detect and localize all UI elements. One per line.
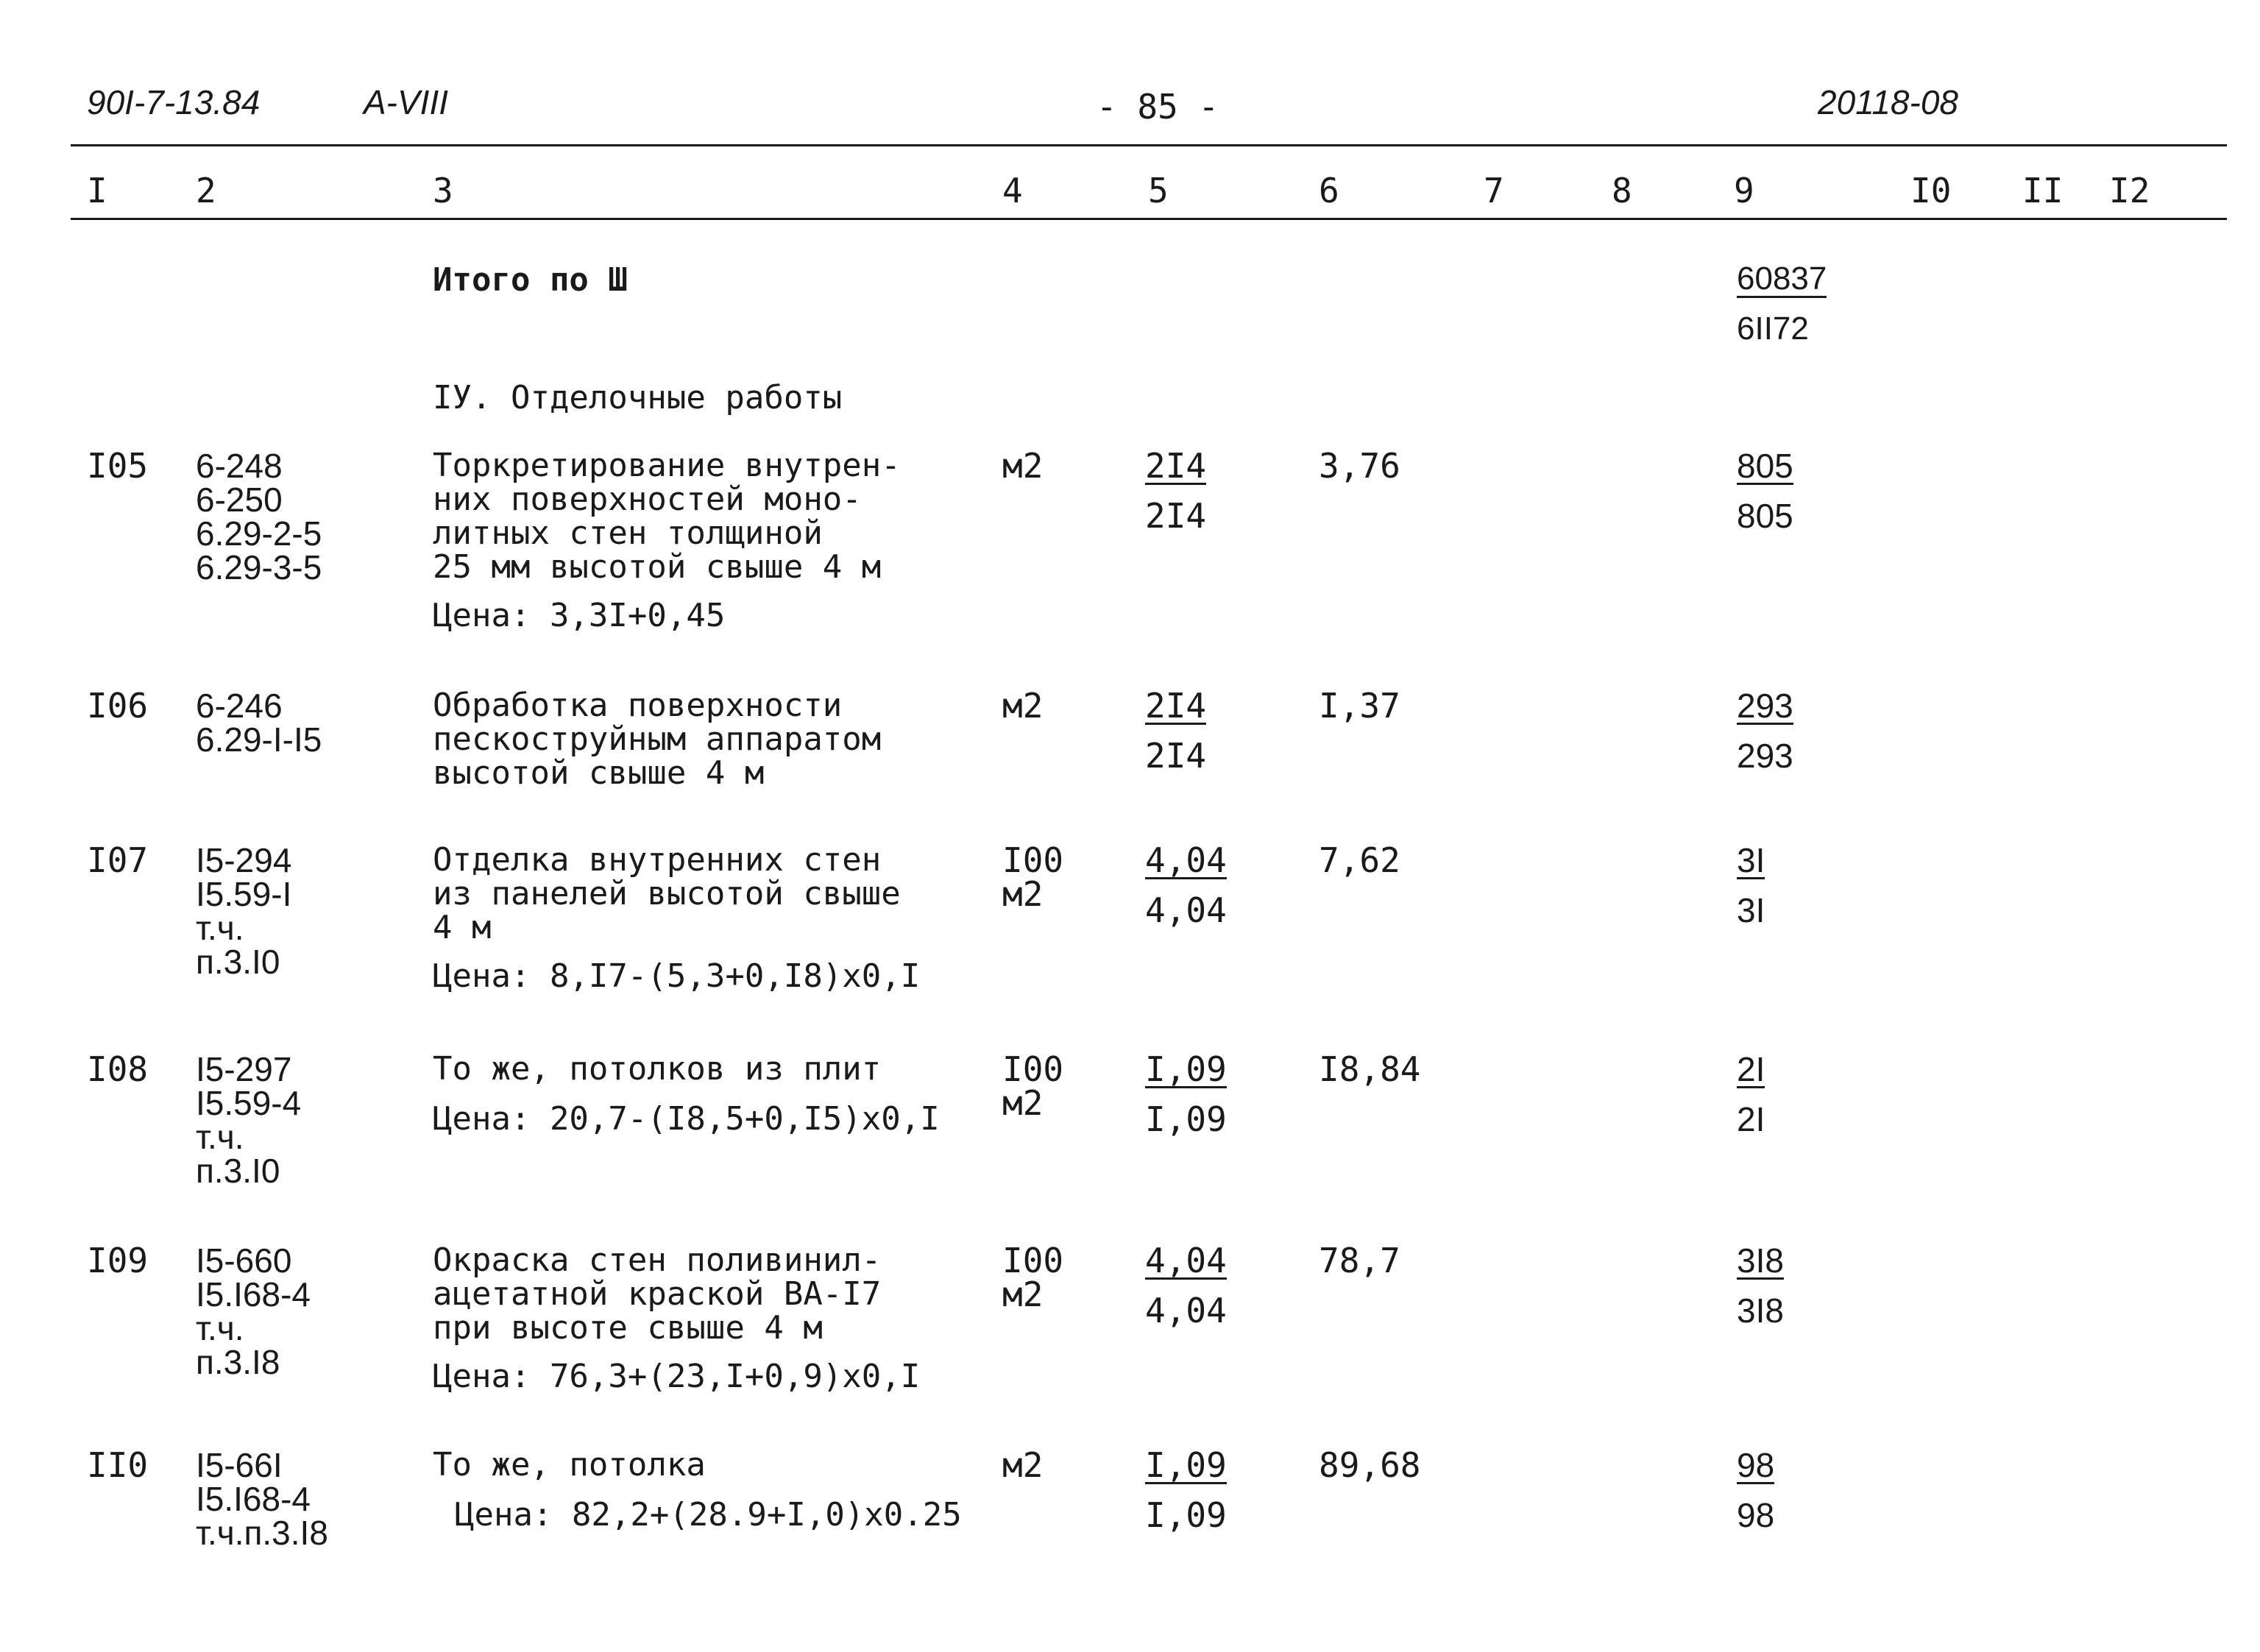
quantity-bottom: I,09 — [1145, 1099, 1227, 1139]
row-number: I08 — [87, 1049, 149, 1089]
norm-code: I5-297 — [196, 1050, 292, 1088]
unit-cost: 78,7 — [1319, 1241, 1400, 1280]
work-description: 4 м — [433, 909, 492, 946]
total-section-top-value: 60837 — [1737, 260, 1827, 297]
col-number-8: 8 — [1612, 171, 1632, 210]
col-number-7: 7 — [1484, 171, 1504, 210]
price-formula: Цена: 3,3I+0,45 — [433, 597, 726, 634]
col-number-5: 5 — [1148, 171, 1169, 210]
quantity-top-value: 2I4 — [1145, 686, 1207, 726]
norm-code: I5.I68-4 — [196, 1480, 311, 1518]
work-description: при высоте свыше 4 м — [433, 1309, 823, 1347]
total-top-value: 293 — [1737, 687, 1793, 725]
document-code: 90I-7-13.84 — [87, 83, 261, 121]
total-bottom: 98 — [1737, 1496, 1775, 1534]
norm-code: т.ч. — [196, 909, 244, 947]
unit-cost: I8,84 — [1319, 1049, 1421, 1089]
header-rule — [71, 144, 2227, 146]
work-description: из панелей высотой свыше — [433, 875, 901, 912]
price-formula: Цена: 8,I7-(5,3+0,I8)x0,I — [433, 957, 921, 995]
col-number-2: 2 — [196, 171, 216, 210]
col-number-1: I — [87, 171, 107, 210]
total-bottom: 3I — [1737, 891, 1765, 929]
quantity-top — [1145, 686, 1207, 726]
total-top-value: 805 — [1737, 447, 1793, 485]
quantity-bottom: 2I4 — [1145, 496, 1207, 536]
total-top — [1737, 1241, 1784, 1280]
norm-code: I5.59-4 — [196, 1084, 302, 1122]
norm-code: 6.29-3-5 — [196, 548, 322, 586]
quantity-bottom: 4,04 — [1145, 1291, 1227, 1330]
measure-unit: м2 — [1002, 874, 1044, 914]
row-number: I09 — [87, 1241, 149, 1280]
quantity-top — [1145, 1049, 1227, 1089]
work-description: Обработка поверхности — [433, 687, 843, 724]
row-number: II0 — [87, 1445, 149, 1485]
norm-code: п.3.I0 — [196, 1152, 280, 1190]
measure-unit: м2 — [1002, 1083, 1044, 1123]
measure-unit: м2 — [1002, 686, 1044, 726]
work-description: То же, потолка — [433, 1446, 706, 1483]
total-top-value: 2I — [1737, 1050, 1765, 1088]
quantity-top-value: 4,04 — [1145, 840, 1227, 880]
total-section-bottom: 6II72 — [1737, 311, 1809, 347]
quantity-bottom: 4,04 — [1145, 890, 1227, 930]
norm-code: т.ч.п.3.I8 — [196, 1514, 328, 1552]
work-description: ацетатной краской ВА-I7 — [433, 1275, 882, 1313]
col-number-3: 3 — [433, 171, 453, 210]
total-bottom: 3I8 — [1737, 1291, 1784, 1330]
norm-code: I5.I68-4 — [196, 1275, 311, 1314]
norm-code: 6-250 — [196, 481, 283, 519]
price-formula: Цена: 76,3+(23,I+0,9)x0,I — [433, 1358, 921, 1395]
unit-cost: 89,68 — [1319, 1445, 1421, 1485]
total-bottom: 2I — [1737, 1100, 1765, 1138]
quantity-top-value: 2I4 — [1145, 446, 1207, 486]
quantity-top — [1145, 1445, 1227, 1485]
quantity-top-value: 4,04 — [1145, 1241, 1227, 1280]
total-section-label: Итого по Ш — [433, 261, 628, 299]
norm-code: I5-660 — [196, 1241, 292, 1280]
row-number: I06 — [87, 686, 149, 726]
quantity-top — [1145, 1241, 1227, 1280]
norm-code: т.ч. — [196, 1118, 244, 1156]
col-number-6: 6 — [1319, 171, 1339, 210]
column-header-rule — [71, 218, 2227, 220]
album-number: А-VIII — [364, 83, 449, 121]
col-number-10: I0 — [1910, 171, 1952, 210]
total-top-value: 98 — [1737, 1446, 1775, 1484]
total-top — [1737, 449, 1793, 485]
norm-code: п.3.I0 — [196, 943, 280, 981]
norm-code: 6.29-2-5 — [196, 514, 322, 553]
quantity-bottom: 2I4 — [1145, 736, 1207, 776]
work-description: Торкретирование внутрен- — [433, 447, 901, 484]
unit-cost: I,37 — [1319, 686, 1400, 726]
quantity-top — [1145, 840, 1227, 880]
col-number-11: II — [2022, 171, 2064, 210]
norm-code: т.ч. — [196, 1309, 244, 1347]
total-top-value: 3I8 — [1737, 1241, 1784, 1280]
col-number-9: 9 — [1734, 171, 1754, 210]
total-top — [1737, 843, 1765, 879]
norm-code: 6-248 — [196, 447, 283, 485]
norm-code: I5.59-I — [196, 875, 292, 913]
total-top — [1737, 689, 1793, 725]
norm-code: I5-66I — [196, 1446, 283, 1484]
page-number: - 85 - — [1097, 87, 1219, 127]
norm-code: 6-246 — [196, 687, 283, 725]
col-number-4: 4 — [1002, 171, 1023, 210]
work-description: пескоструйным аппаратом — [433, 720, 882, 758]
work-description: То же, потолков из плит — [433, 1050, 882, 1088]
work-description: Отделка внутренних стен — [433, 841, 882, 879]
quantity-top-value: I,09 — [1145, 1049, 1227, 1089]
total-top — [1737, 1052, 1765, 1088]
row-number: I07 — [87, 840, 149, 880]
unit-cost: 3,76 — [1319, 446, 1400, 486]
measure-unit: м2 — [1002, 446, 1044, 486]
total-bottom: 805 — [1737, 497, 1793, 535]
quantity-bottom: I,09 — [1145, 1495, 1227, 1535]
col-number-12: I2 — [2109, 171, 2150, 210]
quantity-top-value: I,09 — [1145, 1445, 1227, 1485]
total-top-value: 3I — [1737, 841, 1765, 879]
measure-unit: м2 — [1002, 1445, 1044, 1485]
measure-unit: I00 — [1002, 840, 1064, 880]
norm-code: 6.29-I-I5 — [196, 720, 322, 759]
price-formula: Цена: 82,2+(28.9+I,0)x0.25 — [455, 1496, 962, 1534]
quantity-top — [1145, 446, 1207, 486]
work-description: 25 мм высотой свыше 4 м — [433, 548, 882, 586]
unit-cost: 7,62 — [1319, 840, 1400, 880]
work-description: высотой свыше 4 м — [433, 754, 765, 792]
measure-unit: I00 — [1002, 1049, 1064, 1089]
total-section-top — [1737, 262, 1827, 298]
work-description: них поверхностей моно- — [433, 481, 862, 518]
norm-code: I5-294 — [196, 841, 292, 879]
section-title: IУ. Отделочные работы — [433, 379, 843, 416]
inventory-number: 20118-08 — [1818, 83, 1958, 121]
measure-unit: I00 — [1002, 1241, 1064, 1280]
work-description: литных стен толщиной — [433, 514, 823, 552]
total-top — [1737, 1448, 1774, 1484]
row-number: I05 — [87, 446, 149, 486]
total-bottom: 293 — [1737, 737, 1793, 775]
measure-unit: м2 — [1002, 1275, 1044, 1314]
norm-code: п.3.I8 — [196, 1343, 280, 1381]
work-description: Окраска стен поливинил- — [433, 1241, 882, 1279]
price-formula: Цена: 20,7-(I8,5+0,I5)x0,I — [433, 1100, 940, 1138]
